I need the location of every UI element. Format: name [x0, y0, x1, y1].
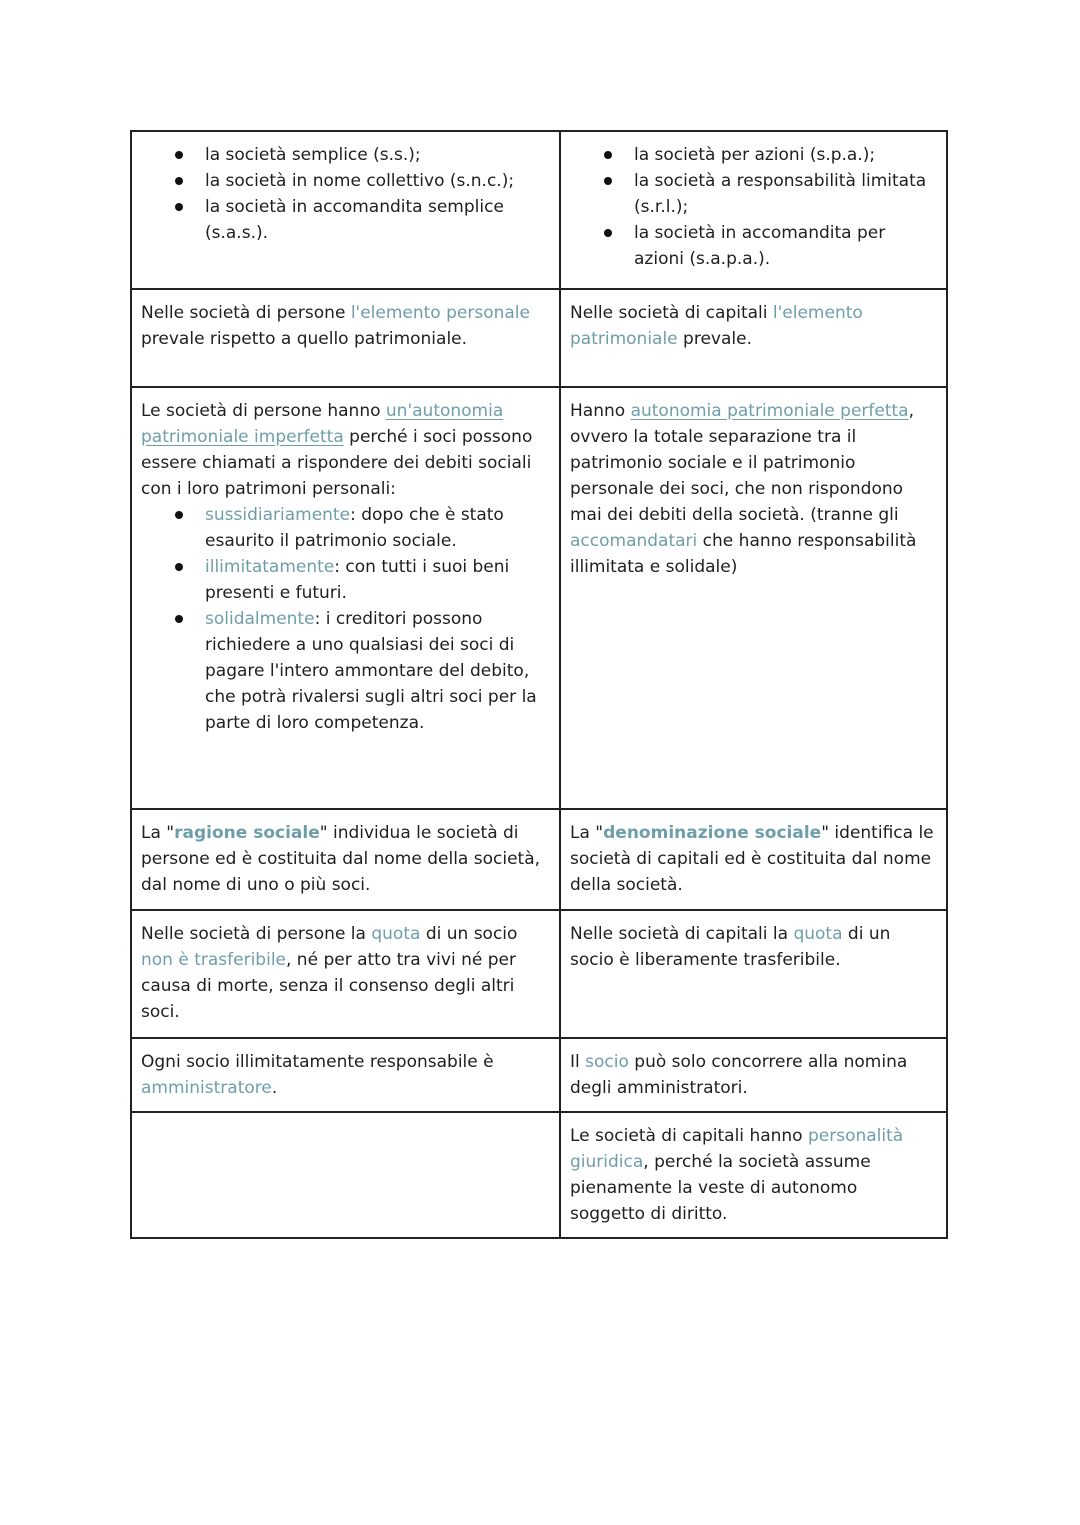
table-row: [131, 1112, 947, 1238]
highlight-text: non è trasferibile: [141, 950, 286, 970]
highlight-text: quota: [371, 924, 421, 944]
highlight-text: ragione sociale: [174, 823, 320, 843]
highlight-text: denominazione sociale: [603, 823, 822, 843]
highlight-text: amministratore: [141, 1078, 272, 1098]
cell-admin-capitali: Il socio può solo concorrere alla nomina degli amministratori.: [560, 1038, 947, 1112]
cell-admin-persone: Ogni socio illimitatamente responsabile è amministratore.: [131, 1038, 560, 1112]
cell-elemento-capitali: Nelle società di capitali l'elemento patrimoniale prevale.: [560, 289, 947, 387]
list-item: la società per azioni (s.p.a.);: [634, 142, 936, 168]
cell-nome-persone: La "ragione sociale" individua le società di persone ed è costituita dal nome della società, dal nome di uno o più soci.: [131, 809, 560, 910]
highlight-text: quota: [793, 924, 843, 944]
cell-types-capitali: [560, 131, 947, 289]
cell-autonomia-persone: Le società di persone hanno un'autonomia patrimoniale imperfetta perché i soci possono essere chiamati a rispondere dei debiti sociali con i loro patrimoni personali: sussidiariamente: dopo che è stato esaurito il patrimonio sociale. illimitatamente: con tutti i suoi beni presenti e futuri. solidalmente: i creditori possono richiedere a uno qualsiasi dei soci di pagare l'intero ammontare del debito, che potrà rivalersi sugli altri soci per la parte di loro competenza.: [131, 387, 560, 809]
list-item: la società in accomandita semplice (s.a.s.).: [205, 194, 549, 246]
bullet-list: [141, 502, 549, 736]
bullet-list: [141, 142, 549, 246]
cell-elemento-persone: Nelle società di persone l'elemento personale prevale rispetto a quello patrimoniale.: [131, 289, 560, 387]
cell-quota-capitali: Nelle società di capitali la quota di un socio è liberamente trasferibile.: [560, 910, 947, 1038]
list-item: illimitatamente: con tutti i suoi beni presenti e futuri.: [205, 554, 549, 606]
highlight-text: l'elemento personale: [350, 303, 530, 323]
table-row: [131, 910, 947, 1038]
cell-autonomia-capitali: Hanno autonomia patrimoniale perfetta, ovvero la totale separazione tra il patrimonio sociale e il patrimonio personale dei soci, che non rispondono mai dei debiti della società. (tranne gli accomandatari che hanno responsabilità illimitata e solidale): [560, 387, 947, 809]
list-item: sussidiariamente: dopo che è stato esaurito il patrimonio sociale.: [205, 502, 549, 554]
list-item: solidalmente: i creditori possono richiedere a uno qualsiasi dei soci di pagare l'intero ammontare del debito, che potrà rivalersi sugli altri soci per la parte di loro competenza.: [205, 606, 549, 736]
cell-personalita-capitali: Le società di capitali hanno personalità giuridica, perché la società assume pienamente la veste di autonomo soggetto di diritto.: [560, 1112, 947, 1238]
highlight-text: personalità giuridica: [570, 1126, 904, 1172]
list-item: la società semplice (s.s.);: [205, 142, 549, 168]
highlight-text: l'elemento patrimoniale: [570, 303, 863, 349]
table-row: [131, 289, 947, 387]
bullet-list: [570, 142, 936, 272]
cell-quota-persone: Nelle società di persone la quota di un socio non è trasferibile, né per atto tra vivi né per causa di morte, senza il consenso degli altri soci.: [131, 910, 560, 1038]
cell-nome-capitali: La "denominazione sociale" identifica le società di capitali ed è costituita dal nome della società.: [560, 809, 947, 910]
highlight-text: accomandatari: [570, 531, 698, 551]
highlight-text: autonomia patrimoniale perfetta: [630, 401, 909, 421]
highlight-text: socio: [585, 1052, 629, 1072]
list-item: la società a responsabilità limitata (s.r.l.);: [634, 168, 936, 220]
list-item: la società in nome collettivo (s.n.c.);: [205, 168, 549, 194]
table-row: [131, 1038, 947, 1112]
table-row: [131, 387, 947, 809]
highlight-text: un'autonomia patrimoniale imperfetta: [141, 401, 504, 447]
list-item: la società in accomandita per azioni (s.a.p.a.).: [634, 220, 936, 272]
cell-types-persone: [131, 131, 560, 289]
cell-personalita-persone: [131, 1112, 560, 1238]
table-row: [131, 809, 947, 910]
table-row: [131, 131, 947, 289]
comparison-table: [130, 130, 948, 1239]
